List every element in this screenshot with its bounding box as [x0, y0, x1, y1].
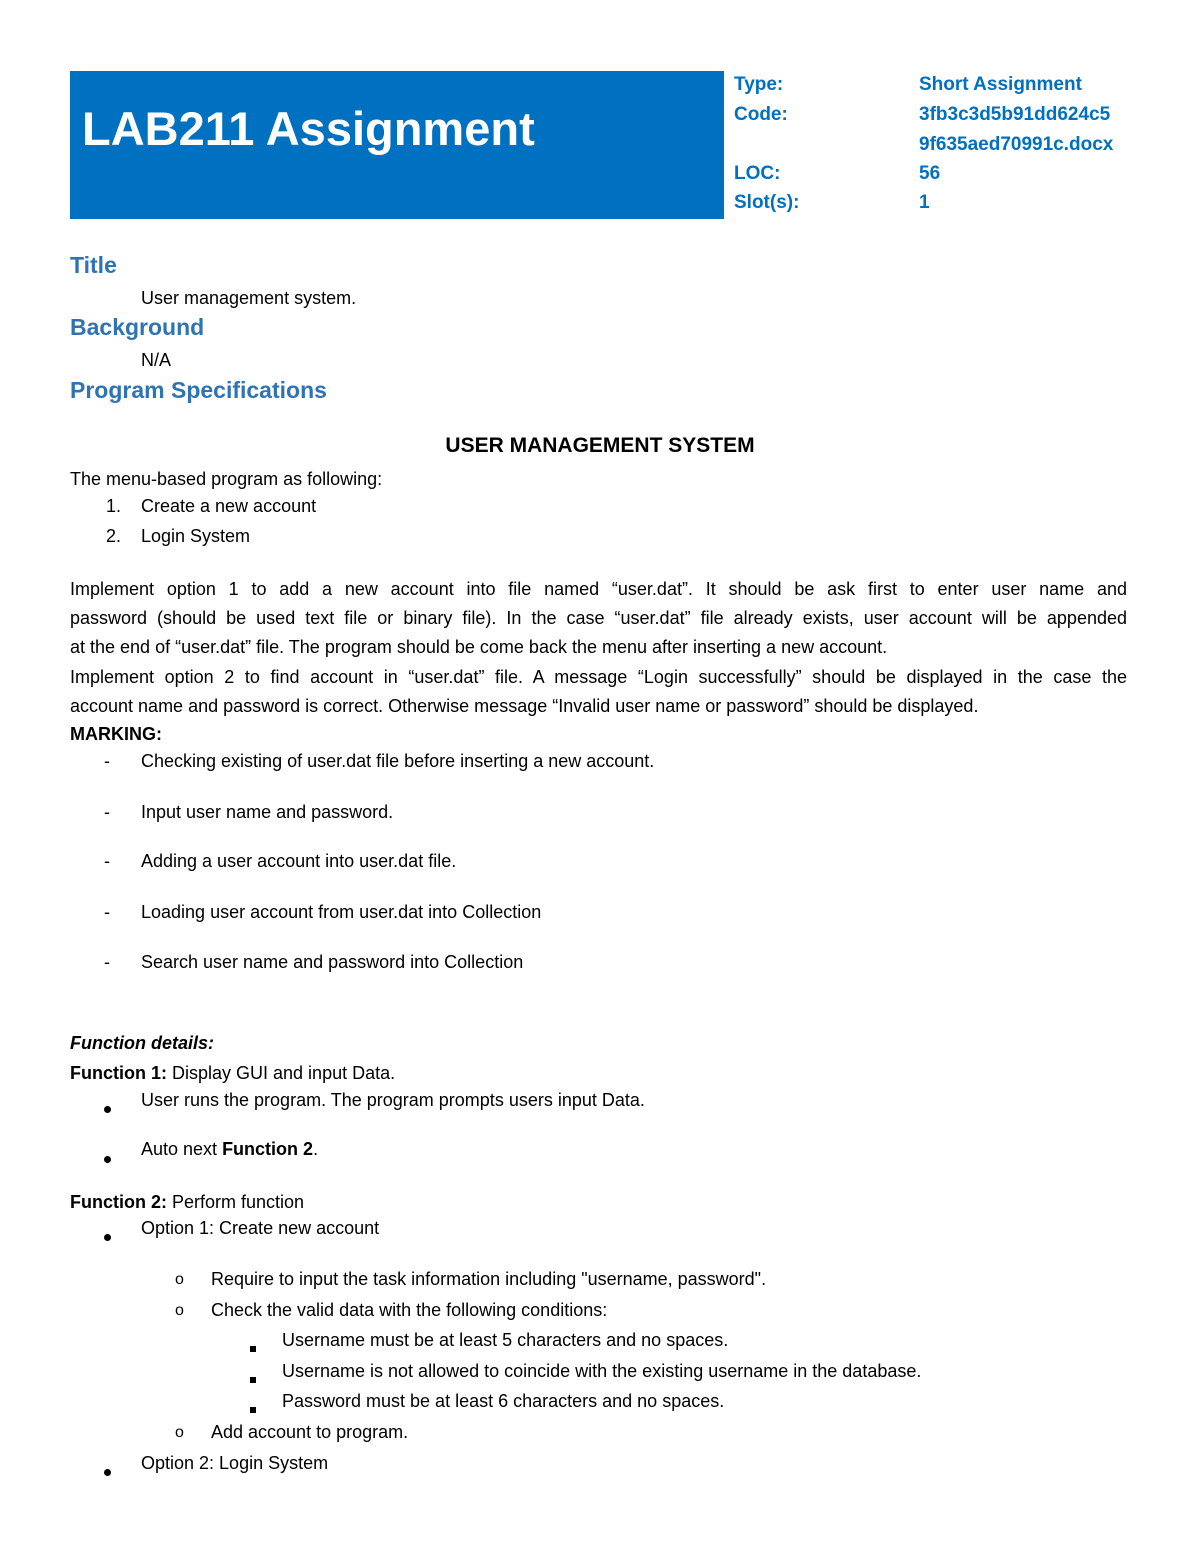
dash-marker: -: [104, 902, 110, 922]
square-bullet-icon: [250, 1367, 256, 1388]
option-1-sub-item: Require to input the task information including "username, password".: [211, 1269, 767, 1289]
menu-intro: The menu-based program as following:: [70, 469, 383, 489]
meta-value: 9f635aed70991c.docx: [919, 134, 1114, 155]
option-1-sub-item: Check the valid data with the following conditions:: [211, 1300, 608, 1320]
spec-center-title: USER MANAGEMENT SYSTEM: [445, 434, 755, 457]
marking-item: Loading user account from user.dat into Collection: [141, 902, 542, 922]
bullet-icon: [104, 1460, 111, 1481]
meta-value: 56: [919, 163, 941, 184]
meta-key: Slot(s):: [734, 192, 800, 213]
paragraph-option2-line: account name and password is correct. Otherwise message “Invalid user name or password” should be displayed.: [70, 696, 979, 716]
auto-next-suffix: .: [313, 1139, 319, 1159]
function-2-desc: Perform function: [167, 1192, 305, 1212]
bullet-icon: [104, 1225, 111, 1246]
marking-item: Input user name and password.: [141, 802, 394, 822]
function-2-heading: [70, 1192, 304, 1213]
header-banner: [70, 71, 724, 219]
menu-item-create-account: Create a new account: [141, 496, 317, 516]
dash-marker: -: [104, 751, 110, 771]
function-1-bullet: User runs the program. The program prompts users input Data.: [141, 1090, 645, 1110]
auto-next-target: Function 2: [222, 1139, 314, 1159]
menu-number: 2.: [106, 526, 122, 546]
circle-bullet-icon: o: [175, 1302, 184, 1319]
document-title: LAB211 Assignment: [82, 102, 535, 155]
bullet-icon: [104, 1097, 111, 1118]
square-bullet-icon: [250, 1397, 256, 1418]
paragraph-option1-line: at the end of “user.dat” file. The program should be come back the menu after inserting a new account.: [70, 637, 888, 657]
paragraph-option1-line: Implement option 1 to add a new account into file named “user.dat”. It should be ask first to enter user name and: [70, 579, 1127, 599]
function-1-label: Function 1:: [70, 1063, 167, 1083]
option-1-item: Option 1: Create new account: [141, 1218, 380, 1238]
dash-marker: -: [104, 952, 110, 972]
marking-item: Adding a user account into user.dat file.: [141, 851, 457, 871]
meta-key: Type:: [734, 74, 784, 95]
background-text: N/A: [141, 350, 172, 370]
bullet-icon: [104, 1147, 111, 1168]
auto-next-prefix: Auto next: [141, 1139, 223, 1159]
function-2-label: Function 2:: [70, 1192, 167, 1212]
condition-item: Username is not allowed to coincide with the existing username in the database.: [282, 1361, 922, 1381]
circle-bullet-icon: o: [175, 1424, 184, 1441]
background-heading: Background: [70, 314, 205, 340]
condition-item: Username must be at least 5 characters and no spaces.: [282, 1330, 729, 1350]
dash-marker: -: [104, 851, 110, 871]
program-specifications-heading: Program Specifications: [70, 377, 327, 403]
marking-item: Search user name and password into Collection: [141, 952, 524, 972]
function-1-desc: Display GUI and input Data.: [167, 1063, 396, 1083]
circle-bullet-icon: o: [175, 1271, 184, 1288]
meta-value: 1: [919, 192, 930, 213]
meta-key: Code:: [734, 104, 788, 125]
title-heading: Title: [70, 252, 117, 278]
menu-item-login: Login System: [141, 526, 251, 546]
meta-key: LOC:: [734, 163, 781, 184]
function-1-auto-next: [141, 1139, 318, 1160]
marking-item: Checking existing of user.dat file before inserting a new account.: [141, 751, 655, 771]
square-bullet-icon: [250, 1336, 256, 1357]
paragraph-option2-line: Implement option 2 to find account in “user.dat” file. A message “Login successfully” should be displayed in the case the: [70, 667, 1127, 687]
option-1-last-sub-item: Add account to program.: [211, 1422, 409, 1442]
meta-value: 3fb3c3d5b91dd624c5: [919, 104, 1111, 125]
function-details-label: Function details:: [70, 1033, 214, 1053]
title-text: User management system.: [141, 288, 357, 308]
option-2-item: Option 2: Login System: [141, 1453, 329, 1473]
menu-number: 1.: [106, 496, 122, 516]
dash-marker: -: [104, 802, 110, 822]
meta-value: Short Assignment: [919, 74, 1082, 95]
condition-item: Password must be at least 6 characters and no spaces.: [282, 1391, 725, 1411]
marking-label: MARKING:: [70, 724, 162, 744]
paragraph-option1-line: password (should be used text file or binary file). In the case “user.dat” file already exists, user account will be appended: [70, 608, 1127, 628]
function-1-heading: [70, 1063, 395, 1084]
